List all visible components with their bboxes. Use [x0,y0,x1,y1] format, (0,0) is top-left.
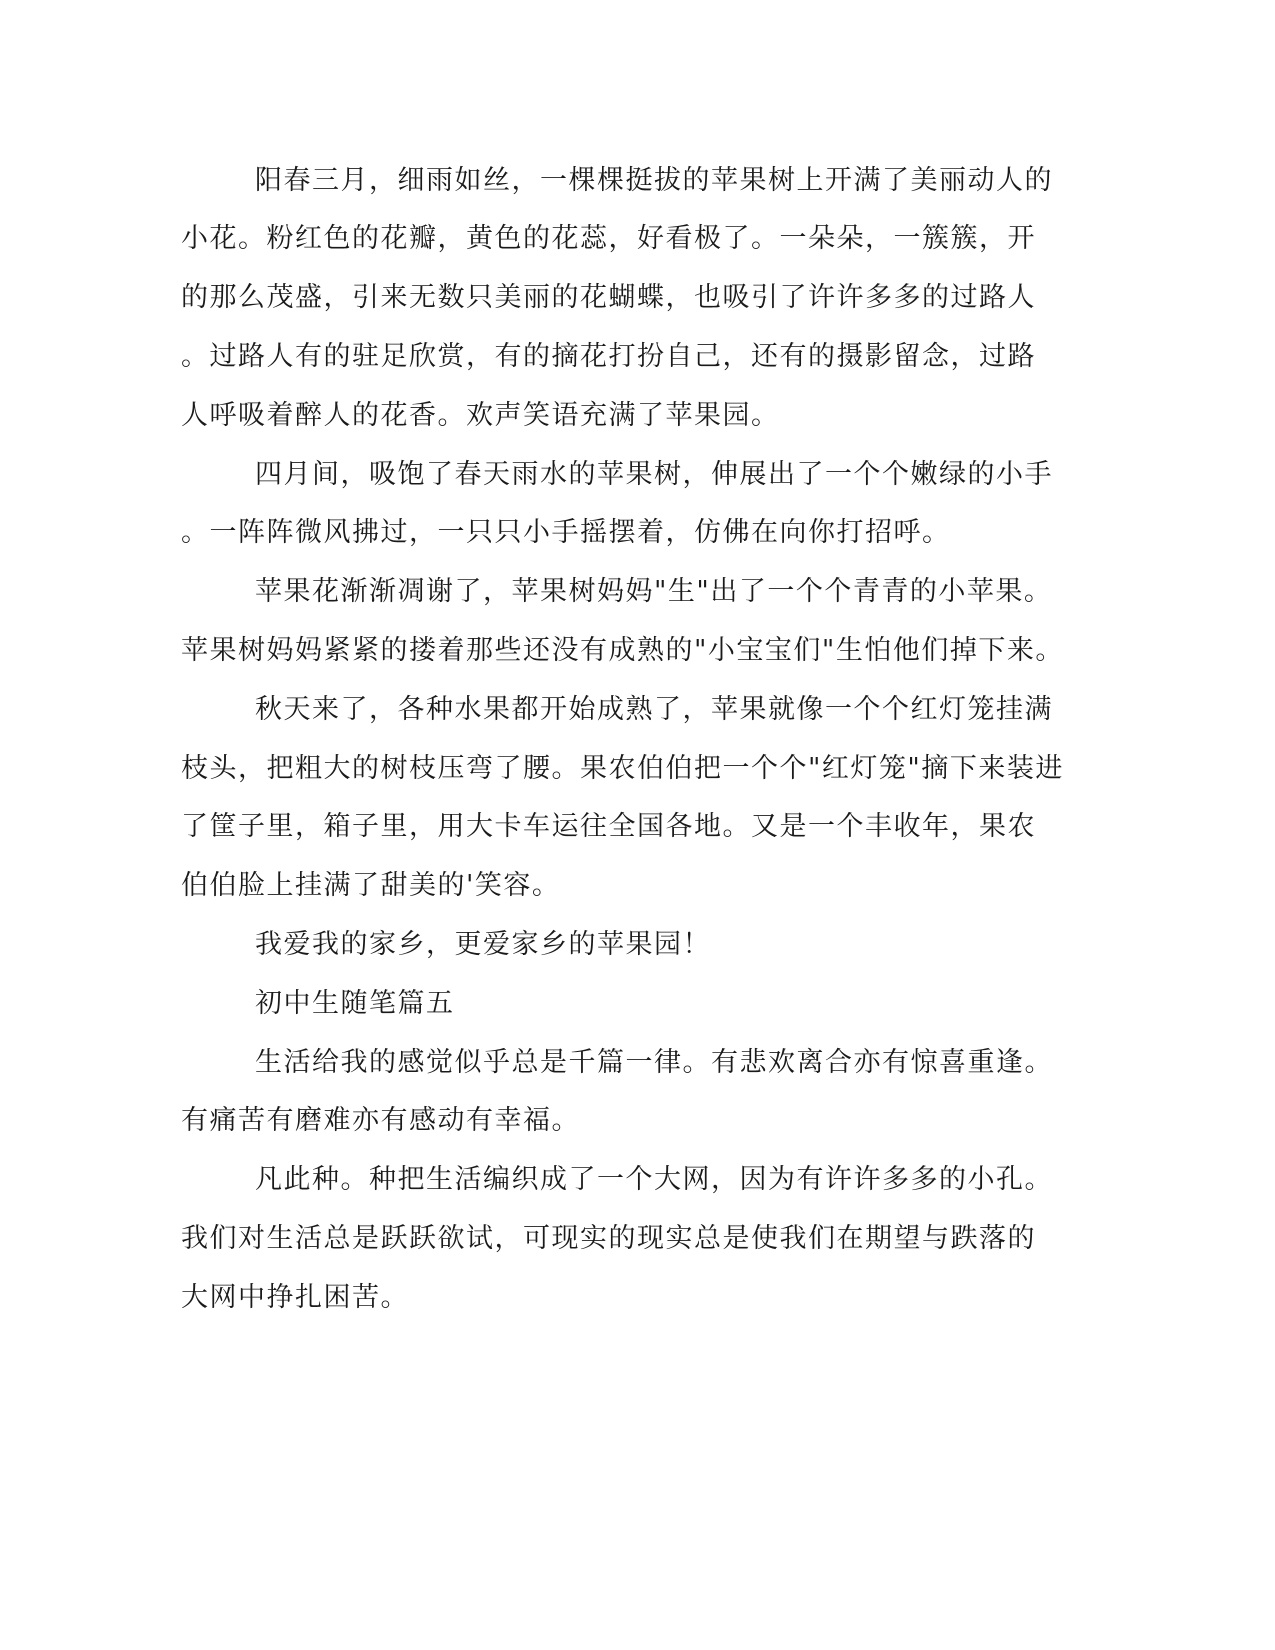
section-heading: 初中生随笔篇五 [255,988,455,1019]
text-line: 了筐子里，箱子里，用大卡车运往全国各地。又是一个丰收年，果农 [181,811,1036,842]
text-line: 我爱我的家乡，更爱家乡的苹果园！ [255,929,711,960]
text-line: 。过路人有的驻足欣赏，有的摘花打扮自己，还有的摄影留念，过路 [181,341,1036,372]
text-line: 阳春三月，细雨如丝，一棵棵挺拔的苹果树上开满了美丽动人的 [255,165,1053,196]
text-line: 枝头，把粗大的树枝压弯了腰。果农伯伯把一个个"红灯笼"摘下来装进 [181,753,1064,784]
text-line: 伯伯脸上挂满了甜美的'笑容。 [181,870,561,901]
text-line: 大网中挣扎困苦。 [181,1282,409,1313]
text-line: 苹果花渐渐凋谢了，苹果树妈妈"生"出了一个个青青的小苹果。 [255,576,1053,607]
text-line: 生活给我的感觉似乎总是千篇一律。有悲欢离合亦有惊喜重逢。 [255,1047,1053,1078]
text-line: 我们对生活总是跃跃欲试，可现实的现实总是使我们在期望与跌落的 [181,1223,1036,1254]
text-line: 秋天来了，各种水果都开始成熟了，苹果就像一个个红灯笼挂满 [255,694,1053,725]
text-line: 小花。粉红色的花瓣，黄色的花蕊，好看极了。一朵朵，一簇簇，开 [181,223,1036,254]
text-line: 四月间，吸饱了春天雨水的苹果树，伸展出了一个个嫩绿的小手 [255,459,1053,490]
text-line: 凡此种。种把生活编织成了一个大网，因为有许许多多的小孔。 [255,1164,1053,1195]
text-line: 苹果树妈妈紧紧的搂着那些还没有成熟的"小宝宝们"生怕他们掉下来。 [181,635,1064,666]
text-line: 人呼吸着醉人的花香。欢声笑语充满了苹果园。 [181,400,780,431]
text-line: 的那么茂盛，引来无数只美丽的花蝴蝶，也吸引了许许多多的过路人 [181,282,1036,313]
text-line: 有痛苦有磨难亦有感动有幸福。 [181,1105,580,1136]
text-line: 。一阵阵微风拂过，一只只小手摇摆着，仿佛在向你打招呼。 [181,517,951,548]
